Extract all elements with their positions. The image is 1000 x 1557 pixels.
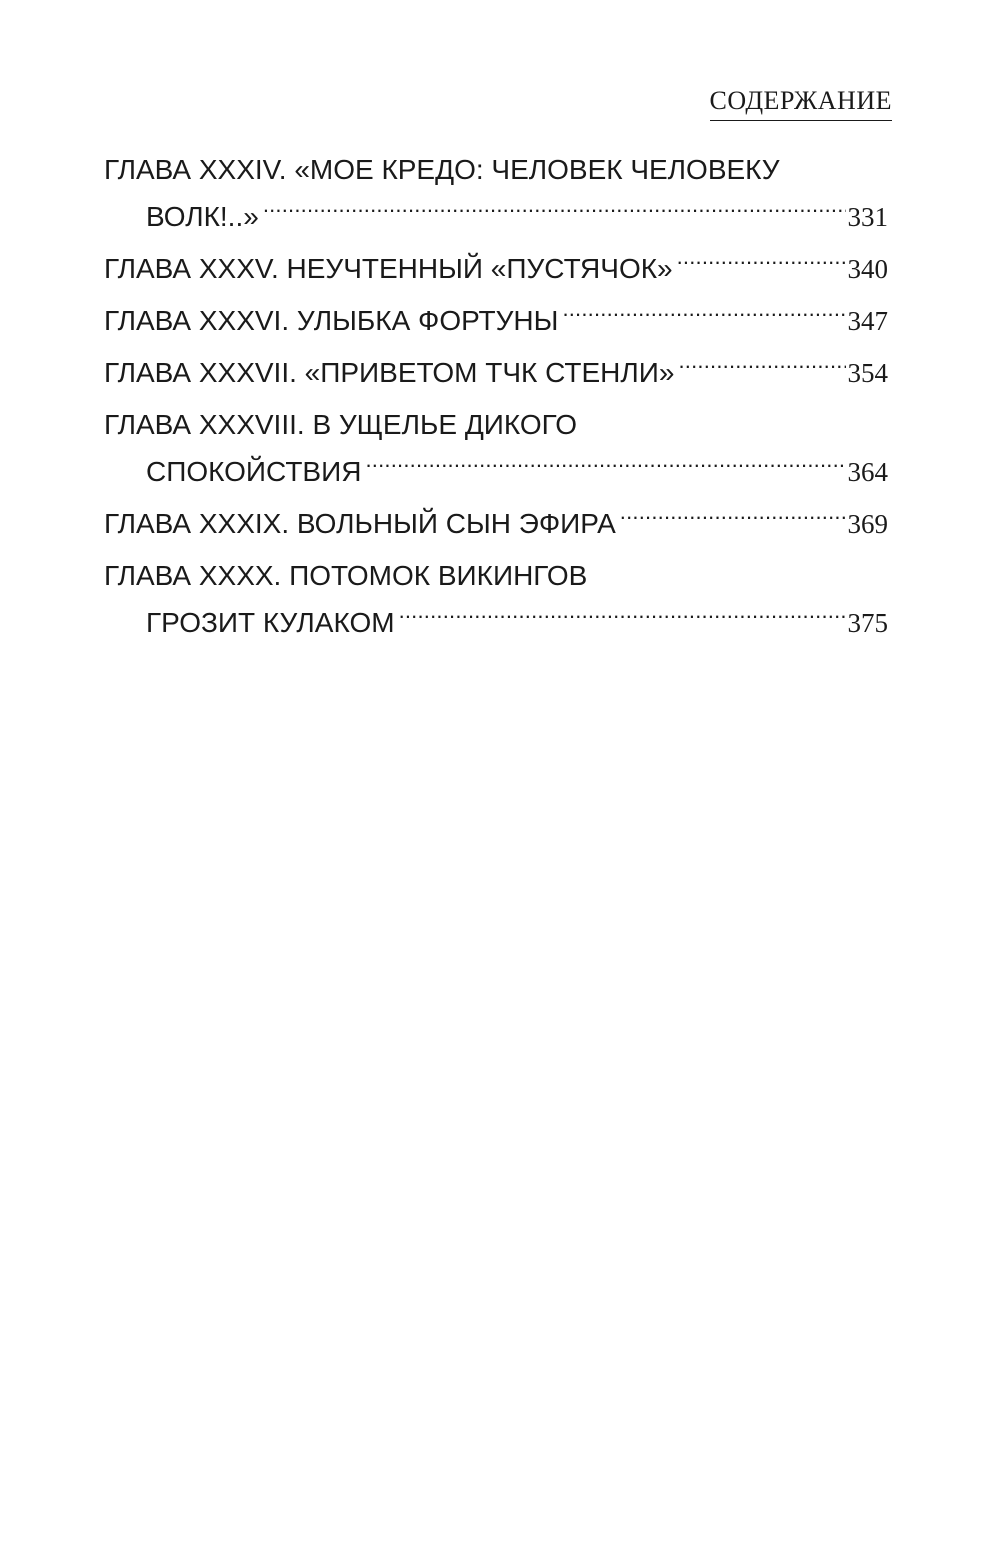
- toc-entry-first-line: [104, 552, 888, 599]
- toc-entry[interactable]: [104, 297, 888, 345]
- toc-entry-line: [104, 349, 888, 397]
- toc-page-number: 340: [847, 254, 888, 284]
- toc-entry-first-line: [104, 146, 888, 193]
- dot-leader: [399, 604, 846, 632]
- toc-page-number: 347: [847, 306, 888, 336]
- toc-entry[interactable]: [104, 146, 888, 241]
- toc-page-number: 375: [847, 608, 888, 638]
- table-of-contents: [104, 146, 888, 647]
- toc-page-number: 331: [847, 202, 888, 232]
- toc-entry-title: ГЛАВА XXXVIII. В УЩЕЛЬЕ ДИКОГО: [104, 409, 578, 440]
- dot-leader: [263, 198, 846, 226]
- toc-entry[interactable]: [104, 245, 888, 293]
- toc-entry-line: [104, 297, 888, 345]
- toc-entry[interactable]: [104, 500, 888, 548]
- toc-entry[interactable]: [104, 552, 888, 647]
- dot-leader: [562, 302, 845, 330]
- toc-entry-second-line: [104, 599, 888, 647]
- toc-page-number: 354: [847, 358, 888, 388]
- toc-entry-title-continued: СПОКОЙСТВИЯ: [146, 456, 362, 487]
- dot-leader: [678, 354, 845, 382]
- toc-entry-second-line: [104, 193, 888, 241]
- toc-entry-second-line: [104, 448, 888, 496]
- toc-page-number: 369: [847, 509, 888, 539]
- toc-entry-title: ГЛАВА XXXIX. ВОЛЬНЫЙ СЫН ЭФИРА: [104, 508, 616, 539]
- dot-leader: [620, 505, 846, 533]
- toc-entry-title: ГЛАВА XXXIV. «МОЕ КРЕДО: ЧЕЛОВЕК ЧЕЛОВЕКУ: [104, 154, 780, 185]
- toc-entry-line: [104, 245, 888, 293]
- toc-entry-line: [104, 500, 888, 548]
- toc-entry-title-continued: ГРОЗИТ КУЛАКОМ: [146, 607, 395, 638]
- toc-entry-title: ГЛАВА XXXVII. «ПРИВЕТОМ ТЧК СТЕНЛИ»: [104, 357, 675, 388]
- toc-entry-title: ГЛАВА XXXV. НЕУЧТЕННЫЙ «ПУСТЯЧОК»: [104, 253, 673, 284]
- toc-entry-title: ГЛАВА XXXX. ПОТОМОК ВИКИНГОВ: [104, 560, 588, 591]
- toc-entry[interactable]: [104, 401, 888, 496]
- toc-entry[interactable]: [104, 349, 888, 397]
- dot-leader: [365, 453, 845, 481]
- toc-entry-first-line: [104, 401, 888, 448]
- toc-page-number: 364: [847, 457, 888, 487]
- dot-leader: [677, 250, 846, 278]
- toc-entry-title: ГЛАВА XXXVI. УЛЫБКА ФОРТУНЫ: [104, 305, 559, 336]
- running-head: СОДЕРЖАНИЕ: [710, 88, 893, 121]
- toc-entry-title-continued: ВОЛК!..»: [146, 201, 259, 232]
